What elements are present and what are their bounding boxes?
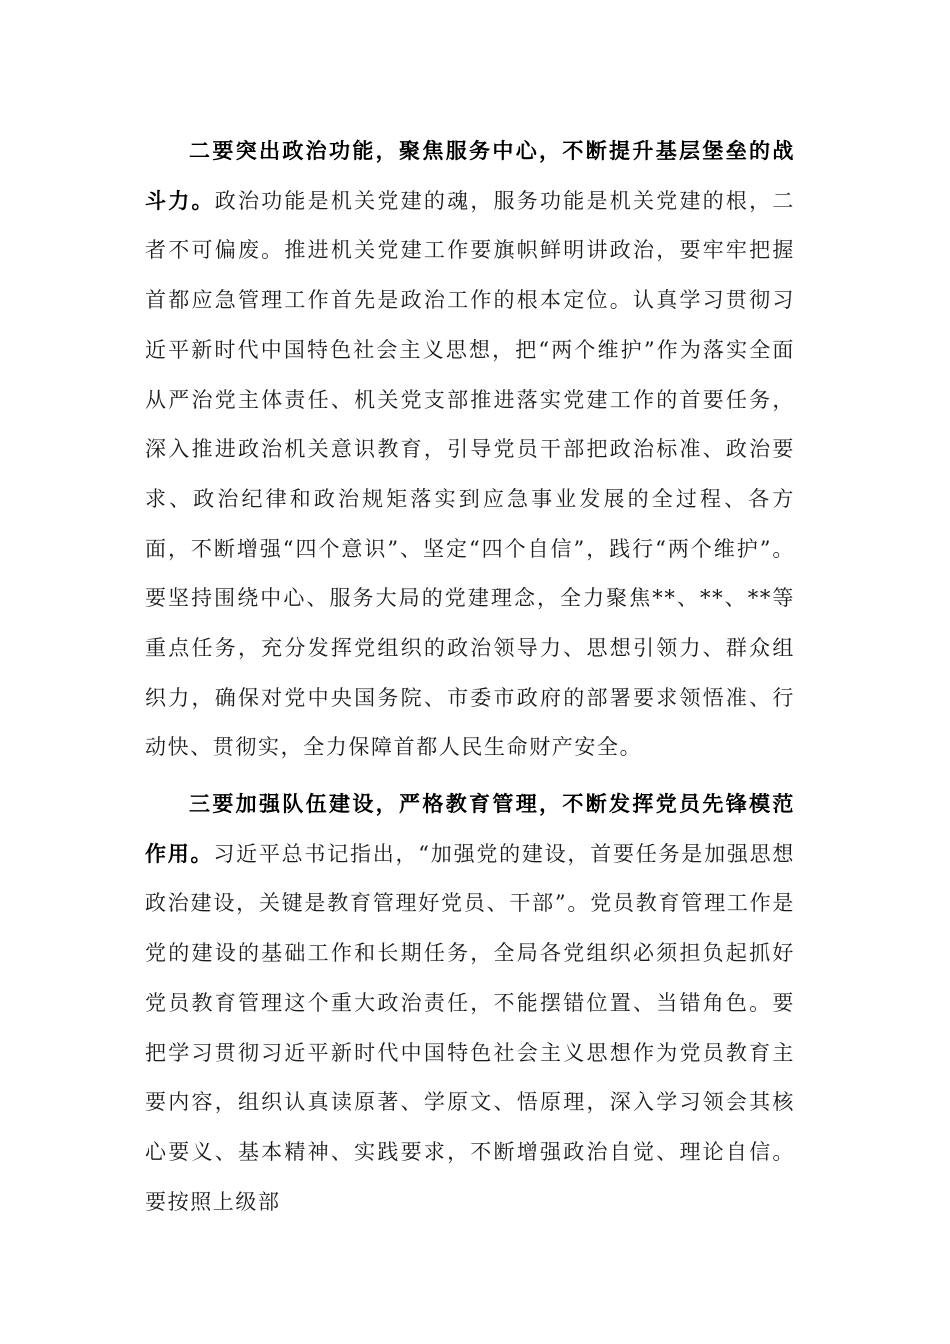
paragraph-team-building — [145, 780, 795, 1227]
paragraph-heading: 二要突出政治功能，聚焦服务中心，不断提升基层堡垒的战斗力。 — [145, 139, 795, 213]
paragraph-body: 习近平总书记指出，“加强党的建设，首要任务是加强思想政治建设，关键是教育管理好党员、干部”。党员教育管理工作是党的建设的基础工作和长期任务，全局各党组织必须担负起抓好党员教育管理这个重大政治责任，不能摆错位置、当错角色。要把学习贯彻习近平新时代中国特色社会主义思想作为党员教育主要内容，组织认真读原著、学原文、悟原理，深入学习领会其核心要义、基本精神、实践要求，不断增强政治自觉、理论自信。要按照上级部 — [145, 841, 795, 1214]
paragraph-body: 政治功能是机关党建的魂，服务功能是机关党建的根，二者不可偏废。推进机关党建工作要旗帜鲜明讲政治，要牢牢把握首都应急管理工作首先是政治工作的根本定位。认真学习贯彻习近平新时代中国特色社会主义思想，把“两个维护”作为落实全面从严治党主体责任、机关党支部推进落实党建工作的首要任务，深入推进政治机关意识教育，引导党员干部把政治标准、政治要求、政治纪律和政治规矩落实到应急事业发展的全过程、各方面，不断增强“四个意识”、坚定“四个自信”，践行“两个维护”。要坚持围绕中心、服务大局的党建理念，全力聚焦**、**、**等重点任务，充分发挥党组织的政治领导力、思想引领力、群众组织力，确保对党中央国务院、市委市政府的部署要求领悟准、行动快、贯彻实，全力保障首都人民生命财产安全。 — [145, 188, 795, 760]
paragraph-heading: 三要加强队伍建设，严格教育管理，不断发挥党员先锋模范作用。 — [145, 792, 795, 866]
paragraph-political-function — [145, 127, 795, 773]
